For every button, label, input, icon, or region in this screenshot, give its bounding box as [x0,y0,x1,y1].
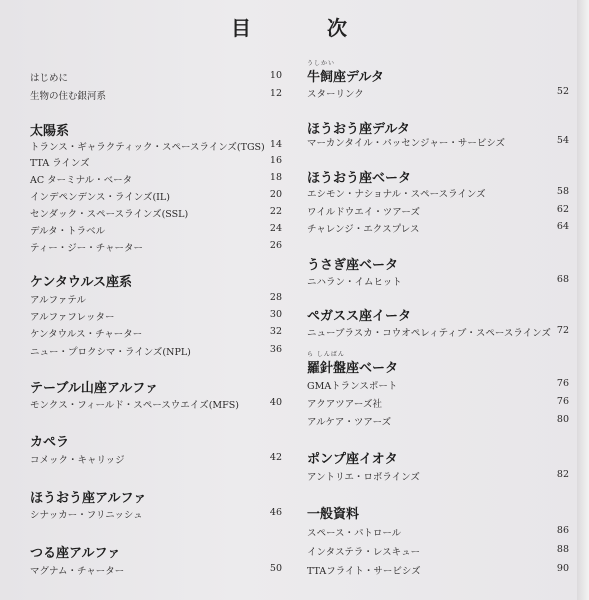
toc-entry [30,397,282,411]
toc-entry-title: 生物の住む銀河系 [30,91,107,102]
toc-entry-page-number: 72 [556,325,569,336]
toc-section-heading: ポンプ座イオタ [307,452,398,467]
toc-entry-title: デルタ・トラベル [30,226,106,237]
toc-entry-title: エシモン・ナショナル・スペースラインズ [307,189,486,200]
toc-section-heading: カペラ [30,435,70,450]
toc-entry-title: センダック・スペースラインズ(SSL) [30,209,189,220]
toc-entry-page-number: 22 [269,206,282,217]
toc-entry [307,414,569,428]
toc-entry [30,309,282,323]
toc-entry-title: TTA ラインズ [30,158,90,169]
toc-entry-page-number: 52 [556,86,569,97]
toc-entry [30,563,282,577]
toc-entry [30,452,282,466]
toc-entry-page-number: 12 [269,88,282,99]
toc-entry-page-number: 82 [556,469,569,480]
toc-entry-page-number: 80 [556,414,569,425]
toc-entry-page-number: 62 [556,204,569,215]
title-char-1: 目 [231,16,251,40]
toc-entry-title: ニハラン・イムヒット [307,277,402,288]
toc-entry-page-number: 90 [556,563,569,574]
toc-entry [307,563,569,577]
toc-entry-page-number: 10 [269,70,282,81]
toc-entry-title: AC ターミナル・ベータ [30,175,133,186]
toc-entry-title: ワイルドウエイ・ツアーズ [307,207,420,218]
toc-entry-title: コメック・キャリッジ [30,455,125,466]
toc-entry-title: ニュー・プロクシマ・ラインズ(NPL) [30,347,191,358]
toc-entry-title: TTAフライト・サービシズ [307,566,421,577]
toc-entry-page-number: 86 [556,525,569,536]
toc-entry-title: アルファテル [30,295,86,306]
toc-entry-title: アルファフレッター [30,312,115,323]
toc-entry [30,223,282,237]
toc-entry [307,544,569,558]
toc-entry-title: スターリンク [307,89,364,100]
toc-entry-page-number: 50 [269,563,282,574]
toc-entry [307,135,569,149]
toc-entry-page-number: 46 [269,507,282,518]
toc-entry [307,86,569,100]
page-title [0,12,589,42]
toc-entry-page-number: 36 [269,344,282,355]
toc-entry [30,139,282,153]
toc-section-heading: うさぎ座ベータ [307,258,399,273]
toc-entry [30,70,282,84]
heading-reading: うしかい [307,60,336,67]
toc-entry [30,88,282,102]
toc-entry-title: GMAトランスポート [307,381,398,392]
toc-section-heading: ケンタウルス座系 [30,275,133,290]
toc-entry-title: インタステラ・レスキュー [307,547,421,558]
toc-entry-page-number: 58 [556,186,569,197]
toc-entry [30,326,282,340]
toc-entry-page-number: 16 [269,155,282,166]
toc-entry-page-number: 18 [269,172,282,183]
toc-entry-title: スペース・パトロール [307,528,402,539]
page-edge [577,0,589,600]
toc-entry [30,206,282,220]
toc-entry-page-number: 32 [269,326,282,337]
toc-section-heading: ほうおう座アルファ [30,491,147,506]
toc-entry-page-number: 54 [556,135,569,146]
toc-entry [30,507,282,521]
toc-entry [30,189,282,203]
toc-entry-page-number: 76 [556,378,569,389]
toc-entry-title: アルケア・ツアーズ [307,417,392,428]
toc-entry-page-number: 88 [556,544,569,555]
toc-section-heading: 羅針盤座ベータ [307,361,399,376]
toc-entry-page-number: 40 [269,397,282,408]
toc-entry [307,221,569,235]
toc-entry-title: ティー・ジー・チャーター [30,243,143,254]
toc-section-heading: ほうおう座デルタ [307,122,410,137]
toc-entry-page-number: 26 [269,240,282,251]
toc-section-heading: ほうおう座ベータ [307,171,412,186]
toc-entry-title: マーカンタイル・パッセンジャー・サービシズ [307,138,506,149]
toc-entry [30,172,282,186]
toc-entry [30,292,282,306]
toc-entry-page-number: 68 [556,274,569,285]
toc-entry [307,204,569,218]
toc-section-heading: 太陽系 [30,124,70,139]
title-char-2: 次 [327,16,347,40]
heading-reading: ら しんばん [307,351,345,358]
toc-section-heading: ペガスス座イータ [307,309,412,324]
toc-entry-title: チャレンジ・エクスプレス [307,224,420,235]
toc-entry-title: マグナム・チャーター [30,566,125,577]
toc-entry-title: アクアツアーズ社 [307,399,382,410]
toc-entry-page-number: 20 [269,189,282,200]
toc-entry-page-number: 14 [269,139,282,150]
toc-entry-page-number: 76 [556,396,569,407]
toc-entry [307,396,569,410]
toc-section-heading: 牛飼座デルタ [307,70,384,85]
toc-entry [307,525,569,539]
toc-section-heading: テーブル山座アルファ [30,381,159,396]
toc-entry [30,240,282,254]
toc-entry-page-number: 42 [269,452,282,463]
toc-entry-title: ニューブラスカ・コウオペレィティブ・スペースラインズ [307,328,551,339]
toc-entry-title: アントリエ・ロボラインズ [307,472,420,483]
toc-entry-title: ケンタウルス・チャーター [30,329,143,340]
toc-entry-title: トランス・ギャラクティック・スペースラインズ(TGS) [30,142,265,153]
toc-entry-title: インデペンデンス・ラインズ(IL) [30,192,170,203]
toc-entry-title: はじめに [30,73,69,84]
toc-entry-title: シナッカー・フリニッシュ [30,510,143,521]
toc-entry-page-number: 30 [269,309,282,320]
toc-entry-page-number: 24 [269,223,282,234]
toc-section-heading: 一般資料 [307,507,360,522]
toc-entry [30,344,282,358]
toc-section-heading: つる座アルファ [30,546,121,561]
toc-entry [307,186,569,200]
toc-entry [307,325,569,339]
toc-entry [30,155,282,169]
toc-entry [307,469,569,483]
toc-entry [307,378,569,392]
toc-entry-title: モンクス・フィールド・スペースウエイズ(MFS) [30,400,239,411]
toc-entry [307,274,569,288]
toc-entry-page-number: 64 [556,221,569,232]
toc-entry-page-number: 28 [269,292,282,303]
